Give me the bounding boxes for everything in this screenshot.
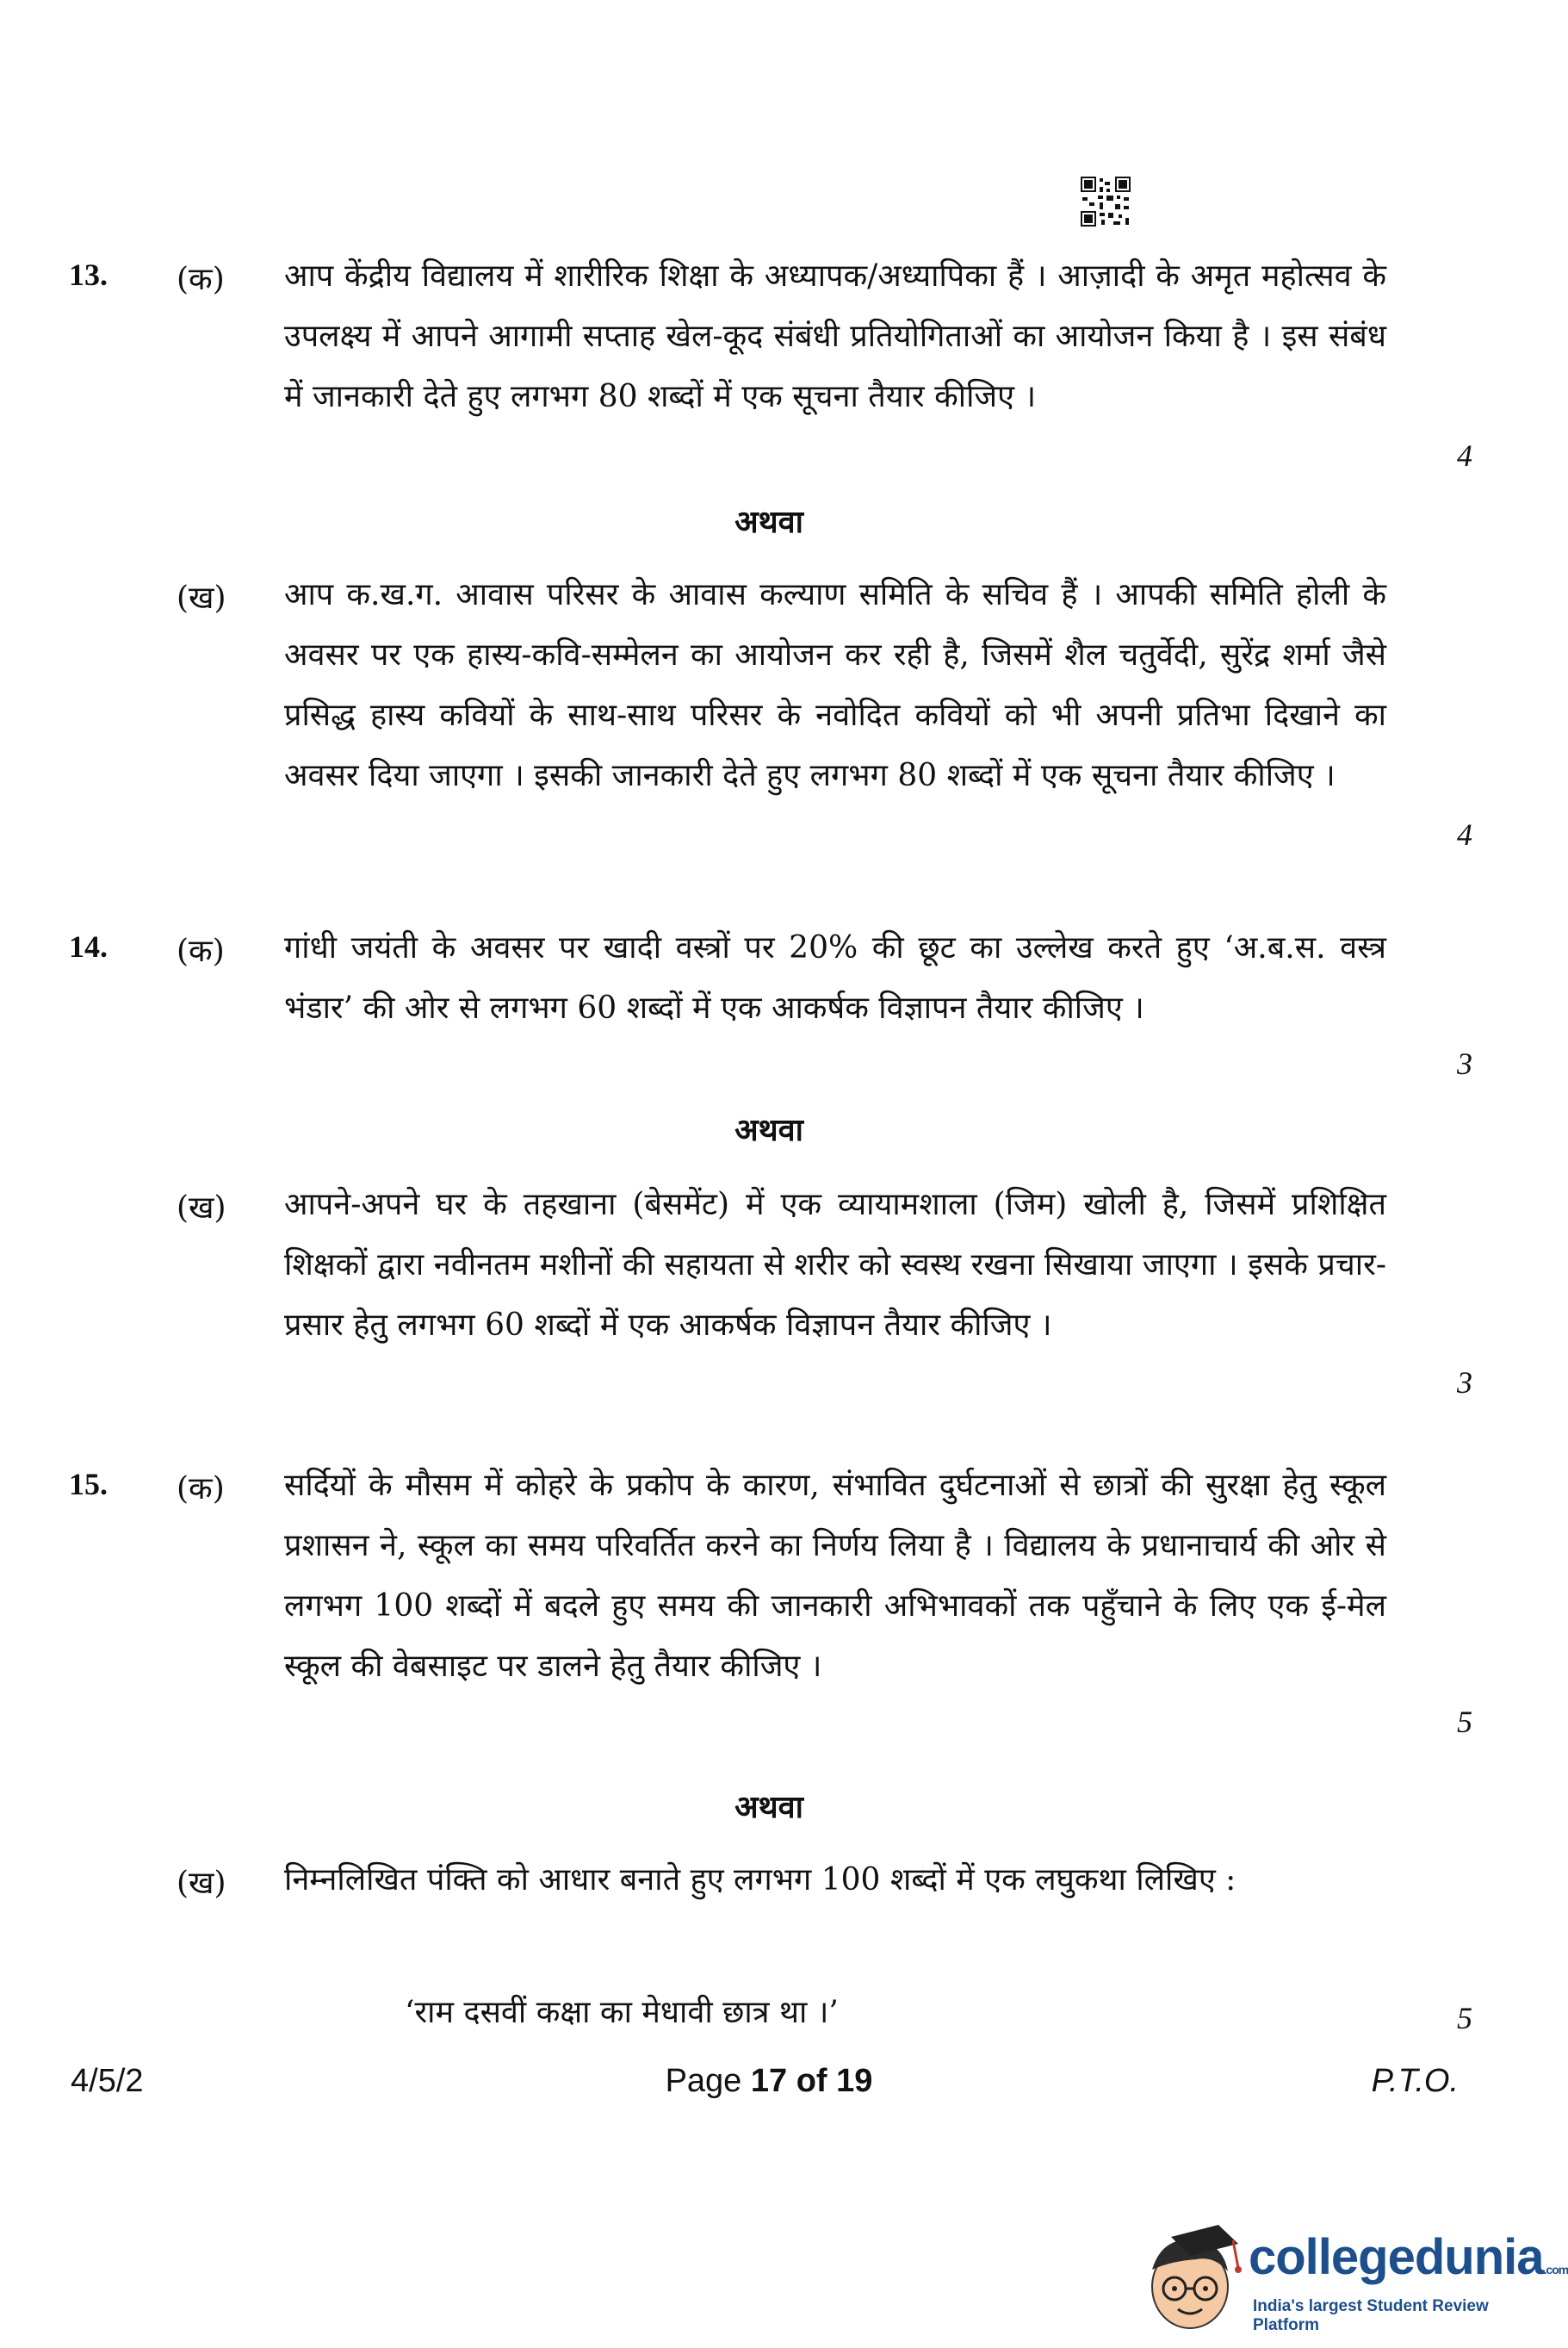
page-total: 19 <box>836 2063 873 2099</box>
quote-line: ‘राम दसवीं कक्षा का मेधावी छात्र था ।’ <box>405 1995 839 2030</box>
or-divider: अथवा <box>734 504 803 540</box>
mascot-icon <box>1137 2218 1244 2339</box>
page-number <box>0 2063 1538 2100</box>
option-label: (ख) <box>177 1866 226 1901</box>
question-number: 13. <box>69 258 108 292</box>
question-text: गांधी जयंती के अवसर पर खादी वस्त्रों पर 20% की छूट का उल्लेख करते हुए ‘अ.ब.स. वस्त्र भंडार’ की ओर से लगभग 60 शब्दों में एक आकर्षक विज्ञापन तैयार कीजिए । <box>284 930 1386 1026</box>
marks: 4 <box>1457 817 1472 852</box>
or-divider: अथवा <box>734 1789 803 1825</box>
brand-com: .com <box>1543 2263 1568 2277</box>
option-label: (क) <box>177 1471 225 1506</box>
marks: 5 <box>1457 2001 1472 2035</box>
question-text: आप क.ख.ग. आवास परिसर के आवास कल्याण समिति के सचिव हैं । आपकी समिति होली के अवसर पर एक हास्य-कवि-सम्मेलन का आयोजन कर रही है, जिसमें शैल चतुर्वेदी, सुरेंद्र शर्मा जैसे प्रसिद्ध हास्य कवियों के साथ-साथ परिसर के नवोदित कवियों को भी अपनी प्रतिभा दिखाने का अवसर दिया जाएगा । इसकी जानकारी देते हुए लगभग 80 शब्दों में एक सूचना तैयार कीजिए । <box>284 577 1386 793</box>
marks: 3 <box>1457 1365 1472 1400</box>
page-current: 17 <box>750 2063 788 2099</box>
marks: 5 <box>1457 1705 1472 1739</box>
brand-tagline: India's largest Student Review Platform <box>1253 2297 1489 2334</box>
question-text: आप केंद्रीय विद्यालय में शारीरिक शिक्षा के अध्यापक/अध्यापिका हैं । आज़ादी के अमृत महोत्सव के उपलक्ष्य में आपने आगामी सप्ताह खेल-कूद संबंधी प्रतियोगिताओं का आयोजन किया है । इस संबंध में जानकारी देते हुए लगभग 80 शब्दों में एक सूचना तैयार कीजिए । <box>284 258 1386 414</box>
page-of: of <box>787 2063 837 2099</box>
question-text: सर्दियों के मौसम में कोहरे के प्रकोप के कारण, संभावित दुर्घटनाओं से छात्रों की सुरक्षा हेतु स्कूल प्रशासन ने, स्कूल का समय परिवर्तित करने का निर्णय लिया है । विद्यालय के प्रधानाचार्य की ओर से लगभग 100 शब्दों में बदले हुए समय की जानकारी अभिभावकों तक पहुँचाने के लिए एक ई-मेल स्कूल की वेबसाइट पर डालने हेतु तैयार कीजिए । <box>284 1468 1386 1684</box>
page-prefix: Page <box>665 2063 751 2099</box>
question-number: 15. <box>69 1467 108 1501</box>
marks: 4 <box>1457 438 1472 473</box>
question-number: 14. <box>69 929 108 964</box>
paper-code: 4/5/2 <box>71 2063 144 2099</box>
pto-label: P.T.O. <box>1371 2063 1459 2099</box>
option-label: (ख) <box>177 1190 226 1226</box>
or-divider: अथवा <box>734 1112 803 1148</box>
question-text: निम्नलिखित पंक्ति को आधार बनाते हुए लगभग 100 शब्दों में एक लघुकथा लिखिए : <box>284 1862 1236 1898</box>
brand-name: collegedunia.com <box>1249 2229 1568 2285</box>
brand-logo <box>1137 2218 1568 2339</box>
marks: 3 <box>1457 1047 1472 1081</box>
option-label: (क) <box>177 262 225 297</box>
option-label: (क) <box>177 934 225 969</box>
option-label: (ख) <box>177 581 226 616</box>
question-text: आपने-अपने घर के तहखाना (बेसमेंट) में एक व्यायामशाला (जिम) खोली है, जिसमें प्रशिक्षित शिक्षकों द्वारा नवीनतम मशीनों की सहायता से शरीर को स्वस्थ रखना सिखाया जाएगा । इसके प्रचार-प्रसार हेतु लगभग 60 शब्दों में एक आकर्षक विज्ञापन तैयार कीजिए । <box>284 1187 1386 1343</box>
qr-code <box>1081 177 1131 227</box>
